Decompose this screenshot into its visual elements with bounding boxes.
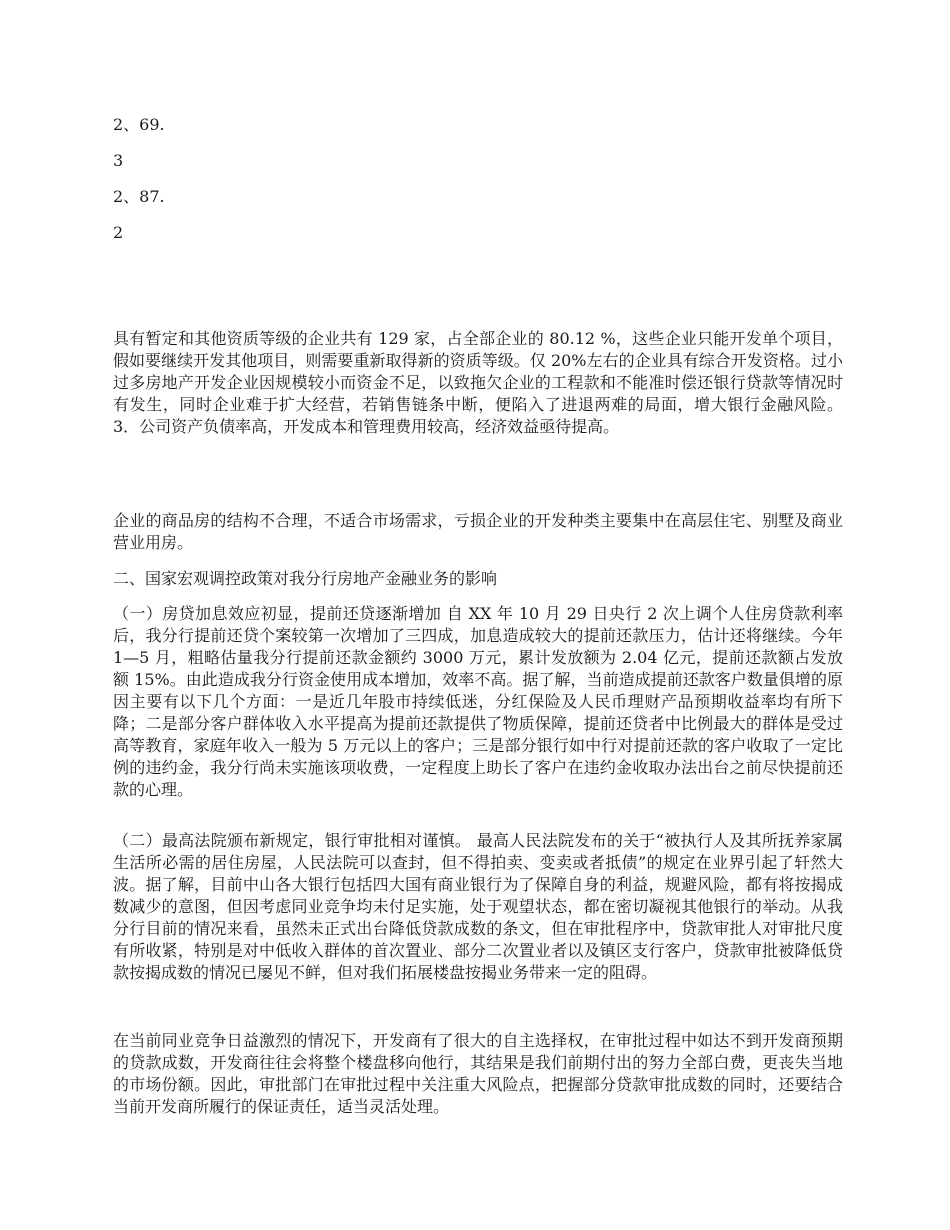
number-line-1: 2、69. <box>113 115 165 134</box>
number-line-2: 3 <box>113 151 124 170</box>
paragraph-court-rule: （二）最高法院颁布新规定，银行审批相对谨慎。 最高人民法院发布的关于“被执行人及其所抚养家属生活所必需的居住房屋，人民法院可以查封，但不得拍卖、变卖或者抵债”的规定在业界引起了轩然大波。据了解，目前中山各大银行包括四大国有商业银行为了保障自身的利益，规避风险，都有将按揭成数减少的意图，但因考虑同业竞争均未付足实施，处于观望状态，都在密切凝视其他银行的举动。从我分行目前的情况来看，虽然未正式出台降低贷款成数的条文，但在审批程序中，贷款审批人对审批尺度有所收紧，特别是对中低收入群体的首次置业、部分二次置业者以及镇区支行客户，贷款审批被降低贷款按揭成数的情况已屡见不鲜，但对我们拓展楼盘按揭业务带来一定的阻碍。 <box>113 831 843 982</box>
section-heading: 二、国家宏观调控政策对我分行房地产金融业务的影响 <box>113 569 498 588</box>
paragraph-qualification: 具有暂定和其他资质等级的企业共有 129 家，占全部企业的 80.12 %，这些企业只能开发单个项目，假如要继续开发其他项目，则需要重新取得新的资质等级。仅 20%左右的企业具有综合开发资格。过小过多房地产开发企业因规模较小而资金不足，以致拖欠企业的工程款和不能准时偿还银行贷款等情况时有发生，同时企业难于扩大经营，若销售链条中断，便陷入了进退两难的局面，增大银行金融风险。 3．公司资产负债率高，开发成本和管理费用较高，经济效益亟待提高。 <box>113 329 843 436</box>
paragraph-competition: 在当前同业竞争日益激烈的情况下，开发商有了很大的自主选择权，在审批过程中如达不到开发商预期的贷款成数，开发商往往会将整个楼盘移向他行，其结果是我们前期付出的努力全部白费，更丧失当地的市场份额。因此，审批部门在审批过程中关注重大风险点，把握部分贷款审批成数的同时，还要结合当前开发商所履行的保证责任，适当灵活处理。 <box>113 1031 843 1116</box>
paragraph-housing-structure: 企业的商品房的结构不合理，不适合市场需求，亏损企业的开发种类主要集中在高层住宅、别墅及商业营业用房。 <box>113 511 843 552</box>
number-line-3: 2、87. <box>113 187 165 206</box>
number-line-4: 2 <box>113 223 124 242</box>
paragraph-prepayment: （一）房贷加息效应初显，提前还贷逐渐增加 自 XX 年 10 月 29 日央行 2 次上调个人住房贷款利率后，我分行提前还贷个案较第一次增加了三四成，加息造成较大的提前还款压力，估计还将继续。今年 1—5 月，粗略估量我分行提前还款金额约 3000 万元，累计发放额为 2.04 亿元，提前还款额占发放额 15%。由此造成我分行资金使用成本增加，效率不高。据了解，当前造成提前还款客户数量俱增的原因主要有以下几个方面：一是近几年股市持续低迷，分红保险及人民币理财产品预期收益率均有所下降；二是部分客户群体收入水平提高为提前还款提供了物质保障，提前还贷者中比例最大的群体是受过高等教育，家庭年收入一般为 5 万元以上的客户；三是部分银行如中行对提前还款的客户收取了一定比例的违约金，我分行尚未实施该项收费，一定程度上助长了客户在违约金收取办法出台之前尽快提前还款的心理。 <box>113 604 843 799</box>
